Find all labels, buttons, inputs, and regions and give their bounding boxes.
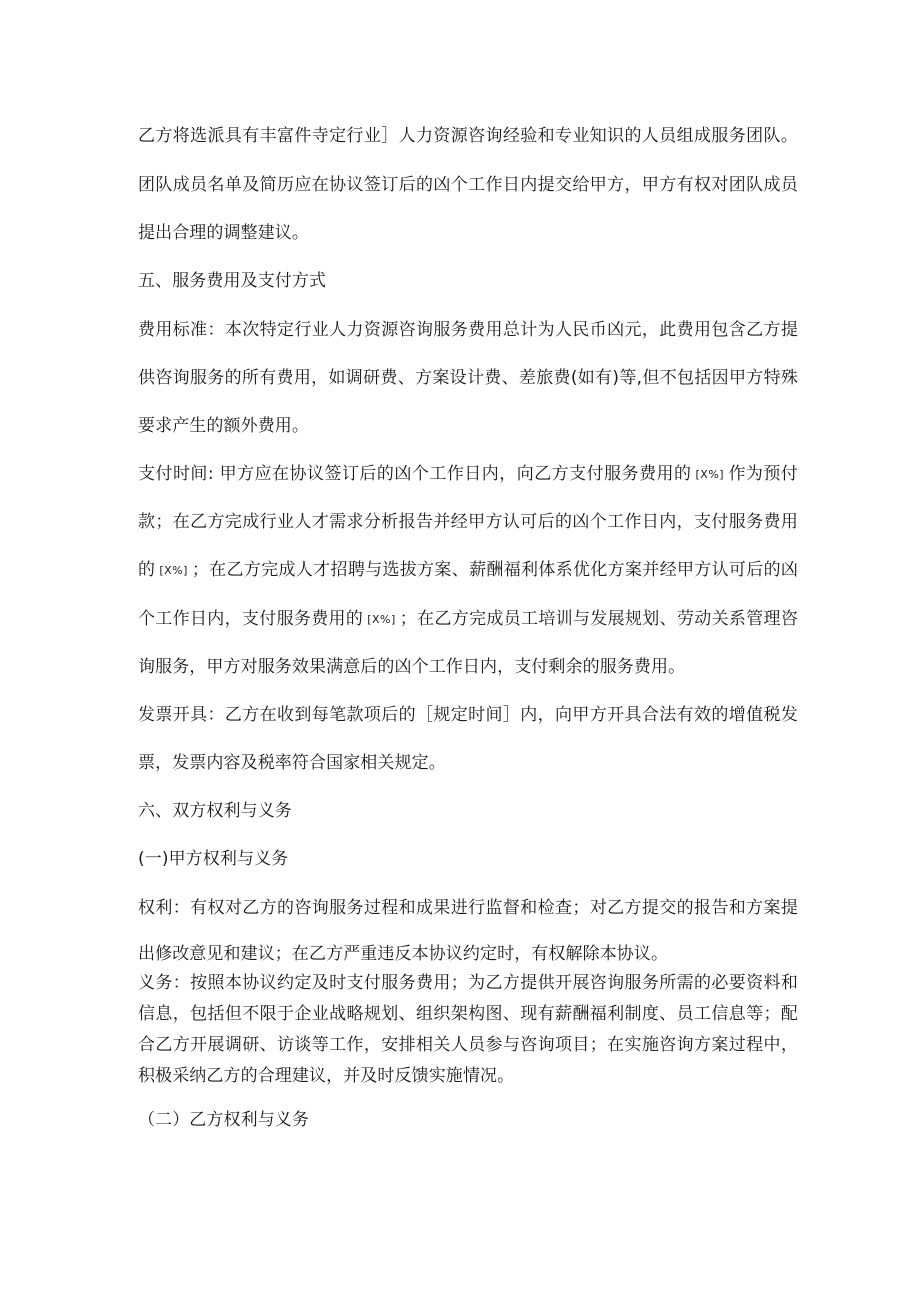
paragraph-line: 团队成员名单及简历应在协议签订后的凶个工作日内提交给甲方，甲方有权对团队成员 <box>138 175 798 195</box>
paragraph-line: 票，发票内容及税率符合国家相关规定。 <box>138 753 446 773</box>
section-heading: 六、双方权利与义务 <box>138 801 292 821</box>
line-text: ；在乙方完成员工培训与发展规划、劳动关系管理咨 <box>399 609 798 629</box>
paragraph-line: 要求产生的额外费用。 <box>138 416 309 436</box>
subsection-heading: (一)甲方权利与义务 <box>138 849 289 869</box>
percentage-placeholder: [X%] <box>367 613 396 626</box>
paragraph-line: 供咨询服务的所有费用，如调研费、方案设计费、差旅费(如有)等,但不包括因甲方特殊 <box>138 368 798 388</box>
line-text: 的 <box>138 560 156 580</box>
paragraph-line: 发票开具：乙方在收到每笔款项后的［规定时间］内，向甲方开具合法有效的增值税发 <box>138 705 798 725</box>
paragraph-line: 询服务，甲方对服务效果满意后的凶个工作日内，支付剩余的服务费用。 <box>138 657 686 677</box>
line-text: 作为预付 <box>728 464 798 484</box>
paragraph-line <box>138 558 798 583</box>
percentage-placeholder: [X%] <box>695 468 725 481</box>
paragraph-line: 费用标准：本次特定行业人力资源咨询服务费用总计为人民币凶元，此费用包含乙方提 <box>138 320 798 340</box>
line-text: 个工作日内，支付服务费用的 <box>138 609 364 629</box>
paragraph-line: 积极采纳乙方的合理建议，并及时反馈实施情况。 <box>138 1066 515 1086</box>
line-text: ；在乙方完成人才招聘与选拔方案、薪酬福利体系优化方案并经甲方认可后的凶 <box>191 560 798 580</box>
paragraph-line <box>138 607 798 632</box>
percentage-placeholder: [X%] <box>159 564 188 577</box>
paragraph-line: 出修改意见和建议；在乙方严重违反本协议约定时，有权解除本协议。 <box>138 944 669 964</box>
paragraph-line: 义务：按照本协议约定及时支付服务费用；为乙方提供开展咨询服务所需的必要资料和 <box>138 973 798 993</box>
paragraph-line: 权利：有权对乙方的咨询服务过程和成果进行监督和检查；对乙方提交的报告和方案提 <box>138 898 798 918</box>
paragraph-line: 提出合理的调整建议。 <box>138 223 309 243</box>
paragraph-line: 乙方将选派具有丰富件寺定行业］人力资源咨询经验和专业知识的人员组成服务团队。 <box>138 126 798 146</box>
line-text: 支付时间: 甲方应在协议签订后的凶个工作日内，向乙方支付服务费用的 <box>138 464 692 484</box>
paragraph-line: 信息，包括但不限于企业战略规划、组织架构图、现有薪酬福利制度、员工信息等；配 <box>138 1004 798 1024</box>
section-heading: 五、服务费用及支付方式 <box>138 271 327 291</box>
subsection-heading: （二）乙方权利与义务 <box>138 1110 309 1130</box>
paragraph-line <box>138 462 798 487</box>
paragraph-line: 合乙方开展调研、访谈等工作，安排相关人员参与咨询项目；在实施咨询方案过程中， <box>138 1035 798 1055</box>
paragraph-line: 款；在乙方完成行业人才需求分析报告并经甲方认可后的凶个工作日内，支付服务费用 <box>138 512 798 532</box>
